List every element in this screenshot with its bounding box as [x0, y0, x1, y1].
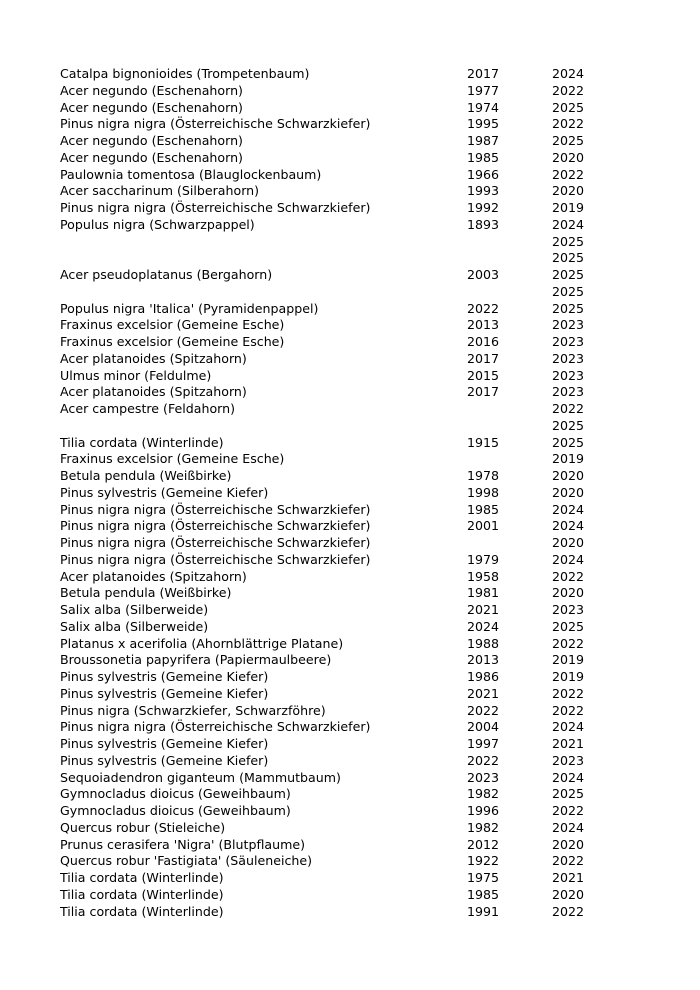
table-row — [60, 887, 620, 904]
species-cell: Populus nigra 'Italica' (Pyramidenpappel) — [60, 300, 319, 316]
species-cell: Pinus nigra nigra (Österreichische Schwarzkiefer) — [60, 551, 371, 567]
inspection-year-cell: 2022 — [552, 853, 585, 869]
inspection-year-cell: 2023 — [552, 602, 585, 617]
inspection-year-cell: 2022 — [552, 903, 585, 919]
species-cell: Acer platanoides (Spitzahorn) — [60, 384, 247, 400]
planted-year-cell: 1893 — [467, 216, 500, 232]
table-row — [60, 451, 620, 468]
species-cell: Acer negundo (Eschenahorn) — [60, 133, 243, 148]
table-row — [60, 736, 620, 753]
inspection-year-cell: 2023 — [552, 317, 585, 333]
species-cell: Gymnocladus dioicus (Geweihbaum) — [60, 786, 291, 802]
planted-year-cell: 1978 — [467, 468, 500, 483]
species-cell: Pinus nigra nigra (Österreichische Schwarzkiefer) — [60, 535, 371, 550]
inspection-year-cell: 2024 — [552, 551, 585, 567]
inspection-year-cell: 2022 — [552, 82, 585, 98]
species-cell: Acer campestre (Feldahorn) — [60, 401, 236, 416]
planted-year-cell: 2023 — [467, 769, 500, 785]
inspection-year-cell: 2022 — [552, 166, 585, 182]
inspection-year-cell: 2025 — [552, 267, 585, 282]
inspection-year-cell: 2025 — [552, 283, 585, 299]
inspection-year-cell: 2022 — [552, 685, 585, 701]
inspection-year-cell: 2024 — [552, 501, 585, 517]
inspection-year-cell: 2019 — [552, 669, 585, 684]
species-cell: Catalpa bignonioides (Trompetenbaum) — [60, 66, 310, 81]
planted-year-cell: 2022 — [467, 300, 500, 316]
table-row — [60, 652, 620, 669]
table-row — [60, 703, 620, 720]
species-cell: Tilia cordata (Winterlinde) — [60, 870, 224, 885]
species-cell: Pinus nigra nigra (Österreichische Schwarzkiefer) — [60, 200, 371, 215]
table-row — [60, 301, 620, 318]
species-cell: Pinus nigra nigra (Österreichische Schwarzkiefer) — [60, 719, 371, 735]
inspection-year-cell: 2022 — [552, 803, 585, 818]
species-cell: Fraxinus excelsior (Gemeine Esche) — [60, 317, 285, 333]
planted-year-cell: 1915 — [467, 434, 500, 450]
species-cell: Platanus x acerifolia (Ahornblättrige Platane) — [60, 635, 344, 651]
species-cell: Pinus sylvestris (Gemeine Kiefer) — [60, 484, 269, 500]
table-row — [60, 217, 620, 234]
inspection-year-cell: 2023 — [552, 350, 585, 366]
table-row — [60, 401, 620, 418]
planted-year-cell: 1986 — [467, 669, 500, 684]
species-cell: Pinus sylvestris (Gemeine Kiefer) — [60, 669, 269, 684]
table-row — [60, 351, 620, 368]
species-cell: Salix alba (Silberweide) — [60, 618, 209, 634]
planted-year-cell: 1977 — [467, 82, 500, 98]
table-row — [60, 904, 620, 921]
species-cell: Acer negundo (Eschenahorn) — [60, 99, 243, 115]
table-row — [60, 552, 620, 569]
inspection-year-cell: 2019 — [552, 200, 585, 215]
species-cell: Quercus robur (Stieleiche) — [60, 819, 226, 835]
inspection-year-cell: 2024 — [552, 216, 585, 232]
species-cell: Acer pseudoplatanus (Bergahorn) — [60, 267, 273, 282]
table-row — [60, 133, 620, 150]
species-cell: Pinus nigra nigra (Österreichische Schwarzkiefer) — [60, 116, 371, 132]
table-row — [60, 284, 620, 301]
species-cell: Pinus sylvestris (Gemeine Kiefer) — [60, 685, 269, 701]
inspection-year-cell: 2022 — [552, 116, 585, 132]
table-row — [60, 485, 620, 502]
inspection-year-cell: 2020 — [552, 183, 585, 199]
planted-year-cell: 2022 — [467, 752, 500, 768]
planted-year-cell: 2022 — [467, 702, 500, 718]
inspection-year-cell: 2025 — [552, 133, 585, 148]
table-row — [60, 636, 620, 653]
species-cell: Pinus nigra (Schwarzkiefer, Schwarzföhre) — [60, 702, 326, 718]
table-row — [60, 317, 620, 334]
planted-year-cell: 2021 — [467, 685, 500, 701]
planted-year-cell: 1996 — [467, 803, 500, 818]
species-cell: Acer negundo (Eschenahorn) — [60, 149, 243, 165]
table-row — [60, 502, 620, 519]
species-cell: Sequoiadendron giganteum (Mammutbaum) — [60, 769, 341, 785]
planted-year-cell: 2024 — [467, 618, 500, 634]
planted-year-cell: 1974 — [467, 99, 500, 115]
table-row — [60, 418, 620, 435]
inspection-year-cell: 2020 — [552, 149, 585, 165]
planted-year-cell: 2017 — [467, 384, 500, 400]
planted-year-cell: 1982 — [467, 786, 500, 802]
table-row — [60, 468, 620, 485]
species-cell: Pinus sylvestris (Gemeine Kiefer) — [60, 736, 269, 751]
species-cell: Quercus robur 'Fastigiata' (Säuleneiche) — [60, 853, 313, 869]
planted-year-cell: 1982 — [467, 819, 500, 835]
species-cell: Acer platanoides (Spitzahorn) — [60, 350, 247, 366]
planted-year-cell: 2012 — [467, 836, 500, 852]
table-row — [60, 602, 620, 619]
table-row — [60, 719, 620, 736]
planted-year-cell: 1987 — [467, 133, 500, 148]
planted-year-cell: 1988 — [467, 635, 500, 651]
species-cell: Paulownia tomentosa (Blauglockenbaum) — [60, 166, 322, 182]
planted-year-cell: 1997 — [467, 736, 500, 751]
species-cell: Pinus nigra nigra (Österreichische Schwarzkiefer) — [60, 518, 371, 534]
inspection-year-cell: 2025 — [552, 786, 585, 802]
table-row — [60, 619, 620, 636]
planted-year-cell: 1985 — [467, 886, 500, 902]
species-cell: Betula pendula (Weißbirke) — [60, 468, 232, 483]
species-cell: Acer saccharinum (Silberahorn) — [60, 183, 260, 199]
table-row — [60, 870, 620, 887]
table-row — [60, 250, 620, 267]
species-cell: Prunus cerasifera 'Nigra' (Blutpflaume) — [60, 836, 306, 852]
planted-year-cell: 2004 — [467, 719, 500, 735]
planted-year-cell: 2001 — [467, 518, 500, 534]
planted-year-cell: 2016 — [467, 334, 500, 349]
inspection-year-cell: 2023 — [552, 384, 585, 400]
planted-year-cell: 1991 — [467, 903, 500, 919]
table-row — [60, 669, 620, 686]
planted-year-cell: 2021 — [467, 602, 500, 617]
species-cell: Populus nigra (Schwarzpappel) — [60, 216, 255, 232]
inspection-year-cell: 2024 — [552, 66, 585, 81]
inspection-year-cell: 2019 — [552, 652, 585, 668]
table-row — [60, 384, 620, 401]
species-cell: Ulmus minor (Feldulme) — [60, 367, 212, 383]
table-row — [60, 368, 620, 385]
inspection-year-cell: 2023 — [552, 334, 585, 349]
planted-year-cell: 1975 — [467, 870, 500, 885]
table-row — [60, 83, 620, 100]
inspection-year-cell: 2020 — [552, 535, 585, 550]
inspection-year-cell: 2025 — [552, 417, 585, 433]
inspection-year-cell: 2022 — [552, 702, 585, 718]
species-cell: Tilia cordata (Winterlinde) — [60, 434, 224, 450]
table-row — [60, 803, 620, 820]
table-row — [60, 167, 620, 184]
planted-year-cell: 1992 — [467, 200, 500, 215]
inspection-year-cell: 2025 — [552, 99, 585, 115]
planted-year-cell: 1998 — [467, 484, 500, 500]
table-row — [60, 200, 620, 217]
inspection-year-cell: 2021 — [552, 870, 585, 885]
planted-year-cell: 1979 — [467, 551, 500, 567]
inspection-year-cell: 2023 — [552, 752, 585, 768]
inspection-year-cell: 2021 — [552, 736, 585, 751]
inspection-year-cell: 2020 — [552, 468, 585, 483]
table-row — [60, 100, 620, 117]
species-cell: Acer negundo (Eschenahorn) — [60, 82, 243, 98]
table-row — [60, 183, 620, 200]
table-row — [60, 267, 620, 284]
species-cell: Fraxinus excelsior (Gemeine Esche) — [60, 334, 285, 349]
table-row — [60, 837, 620, 854]
species-cell: Broussonetia papyrifera (Papiermaulbeere) — [60, 652, 332, 668]
table-row — [60, 334, 620, 351]
table-row — [60, 753, 620, 770]
inspection-year-cell: 2025 — [552, 618, 585, 634]
planted-year-cell: 2017 — [467, 350, 500, 366]
inspection-year-cell: 2025 — [552, 300, 585, 316]
inspection-year-cell: 2023 — [552, 367, 585, 383]
species-cell: Tilia cordata (Winterlinde) — [60, 886, 224, 902]
table-row — [60, 686, 620, 703]
table-row — [60, 150, 620, 167]
species-cell: Acer platanoides (Spitzahorn) — [60, 568, 247, 584]
inspection-year-cell: 2020 — [552, 886, 585, 902]
inspection-year-cell: 2024 — [552, 518, 585, 534]
planted-year-cell: 2015 — [467, 367, 500, 383]
table-row — [60, 853, 620, 870]
species-cell: Pinus sylvestris (Gemeine Kiefer) — [60, 752, 269, 768]
species-cell: Gymnocladus dioicus (Geweihbaum) — [60, 803, 291, 818]
species-cell: Pinus nigra nigra (Österreichische Schwarzkiefer) — [60, 501, 371, 517]
table-row — [60, 569, 620, 586]
inspection-year-cell: 2025 — [552, 434, 585, 450]
inspection-year-cell: 2024 — [552, 719, 585, 735]
inspection-year-cell: 2025 — [552, 250, 585, 266]
inspection-year-cell: 2020 — [552, 484, 585, 500]
planted-year-cell: 2013 — [467, 317, 500, 333]
planted-year-cell: 1993 — [467, 183, 500, 199]
table-row — [60, 518, 620, 535]
species-cell: Tilia cordata (Winterlinde) — [60, 903, 224, 919]
table-row — [60, 585, 620, 602]
planted-year-cell: 1966 — [467, 166, 500, 182]
inspection-year-cell: 2022 — [552, 635, 585, 651]
table-row — [60, 786, 620, 803]
planted-year-cell: 2017 — [467, 66, 500, 81]
inspection-year-cell: 2020 — [552, 585, 585, 601]
table-row — [60, 435, 620, 452]
inspection-year-cell: 2019 — [552, 451, 585, 467]
inspection-year-cell: 2024 — [552, 769, 585, 785]
planted-year-cell: 1922 — [467, 853, 500, 869]
planted-year-cell: 1958 — [467, 568, 500, 584]
species-cell: Salix alba (Silberweide) — [60, 602, 209, 617]
species-cell: Betula pendula (Weißbirke) — [60, 585, 232, 601]
table-row — [60, 66, 620, 83]
inspection-year-cell: 2020 — [552, 836, 585, 852]
inspection-year-cell: 2024 — [552, 819, 585, 835]
inspection-year-cell: 2022 — [552, 568, 585, 584]
table-row — [60, 234, 620, 251]
planted-year-cell: 2013 — [467, 652, 500, 668]
table-row — [60, 116, 620, 133]
planted-year-cell: 1985 — [467, 501, 500, 517]
inspection-year-cell: 2025 — [552, 233, 585, 249]
tree-table — [60, 66, 620, 920]
species-cell: Fraxinus excelsior (Gemeine Esche) — [60, 451, 285, 467]
table-row — [60, 820, 620, 837]
planted-year-cell: 1995 — [467, 116, 500, 132]
table-row — [60, 770, 620, 787]
planted-year-cell: 1981 — [467, 585, 500, 601]
inspection-year-cell: 2022 — [552, 401, 585, 416]
table-row — [60, 535, 620, 552]
planted-year-cell: 2003 — [467, 267, 500, 282]
planted-year-cell: 1985 — [467, 149, 500, 165]
